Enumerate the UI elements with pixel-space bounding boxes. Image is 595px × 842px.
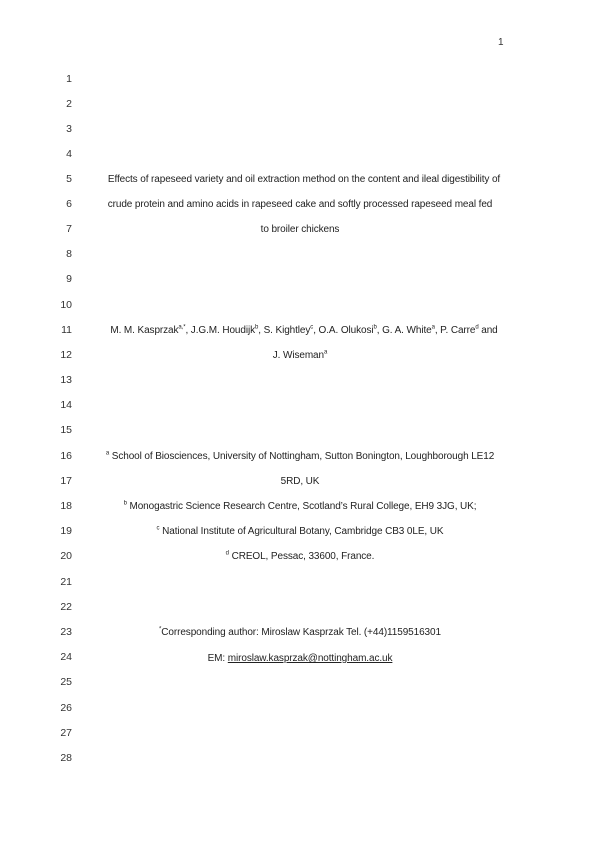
affiliation-mark: a [105,450,110,457]
line-number: 25 [60,676,72,688]
affiliation-b [82,501,518,512]
email-label: EM: [207,653,228,664]
line-number: 23 [60,626,72,638]
author-affiliation-mark: a [431,324,435,331]
author-line [82,350,518,361]
page-number: 1 [498,37,504,48]
author-line [86,325,522,336]
affiliation-text: Monogastric Science Research Centre, Scotland’s Rural College, EH9 3JG, UK; [126,501,477,512]
line-number: 24 [60,651,72,663]
affiliation-c [82,526,518,537]
affiliation-text: National Institute of Agricultural Botany, Cambridge CB3 0LE, UK [159,526,444,537]
email-link[interactable]: miroslaw.kasprzak@nottingham.ac.uk [227,653,393,664]
author-affiliation-mark: a,* [178,324,186,331]
line-number: 14 [60,399,72,411]
line-number: 5 [66,173,72,185]
line-number: 15 [60,424,72,436]
affiliation-d [82,551,518,562]
title-line-1: Effects of rapeseed variety and oil extraction method on the content and ileal digestibility of [107,174,501,185]
line-number: 13 [60,374,72,386]
line-number: 17 [60,475,72,487]
line-number: 21 [60,576,72,588]
corresponding-email-line [82,653,518,664]
author-affiliation-mark: b [373,324,377,331]
line-number: 2 [66,98,72,110]
line-number: 12 [60,349,72,361]
line-number: 22 [60,601,72,613]
author-affiliation-mark: d [475,324,479,331]
line-number: 4 [66,148,72,160]
author-name: , O.A. Olukosi [313,325,374,336]
line-number: 28 [60,752,72,764]
corresponding-mark: * [159,626,162,633]
author-name: M. M. Kasprzak [110,325,179,336]
affiliation-a-continued: 5RD, UK [280,476,320,487]
line-number: 9 [66,273,72,285]
author-name: J. Wiseman [272,350,324,361]
title-line-3: to broiler chickens [260,224,340,235]
line-number: 19 [60,525,72,537]
line-number: 11 [61,324,72,336]
line-number: 10 [60,299,72,311]
affiliation-text: School of Biosciences, University of Nottingham, Sutton Bonington, Loughborough LE12 [109,451,495,462]
author-affiliation-mark: b [254,324,259,331]
line-number: 18 [60,500,72,512]
corresponding-text: Corresponding author: Miroslaw Kasprzak Tel. (+44)1159516301 [161,627,441,638]
author-name: , P. Carre [434,325,476,336]
line-number: 7 [66,223,72,235]
author-conjunction: and [478,325,498,336]
line-number: 3 [66,123,72,135]
affiliation-mark: d [225,550,229,557]
author-name: , J.G.M. Houdijk [185,325,255,336]
line-number: 20 [60,550,72,562]
affiliation-mark: b [123,500,127,507]
line-number: 6 [66,198,72,210]
affiliation-a [82,451,518,462]
title-line-2: crude protein and amino acids in rapeseed cake and softly processed rapeseed meal fed [107,199,493,210]
author-name: , S. Kightley [258,325,311,336]
line-number: 16 [60,450,72,462]
line-number: 8 [66,248,72,260]
author-affiliation-mark: c [310,324,314,331]
line-number: 1 [66,73,72,85]
corresponding-author [82,627,518,638]
author-name: , G. A. White [376,325,432,336]
author-affiliation-mark: a [323,349,328,356]
line-number: 26 [60,702,72,714]
affiliation-text: CREOL, Pessac, 33600, France. [228,551,375,562]
line-number: 27 [60,727,72,739]
affiliation-mark: c [156,525,160,532]
